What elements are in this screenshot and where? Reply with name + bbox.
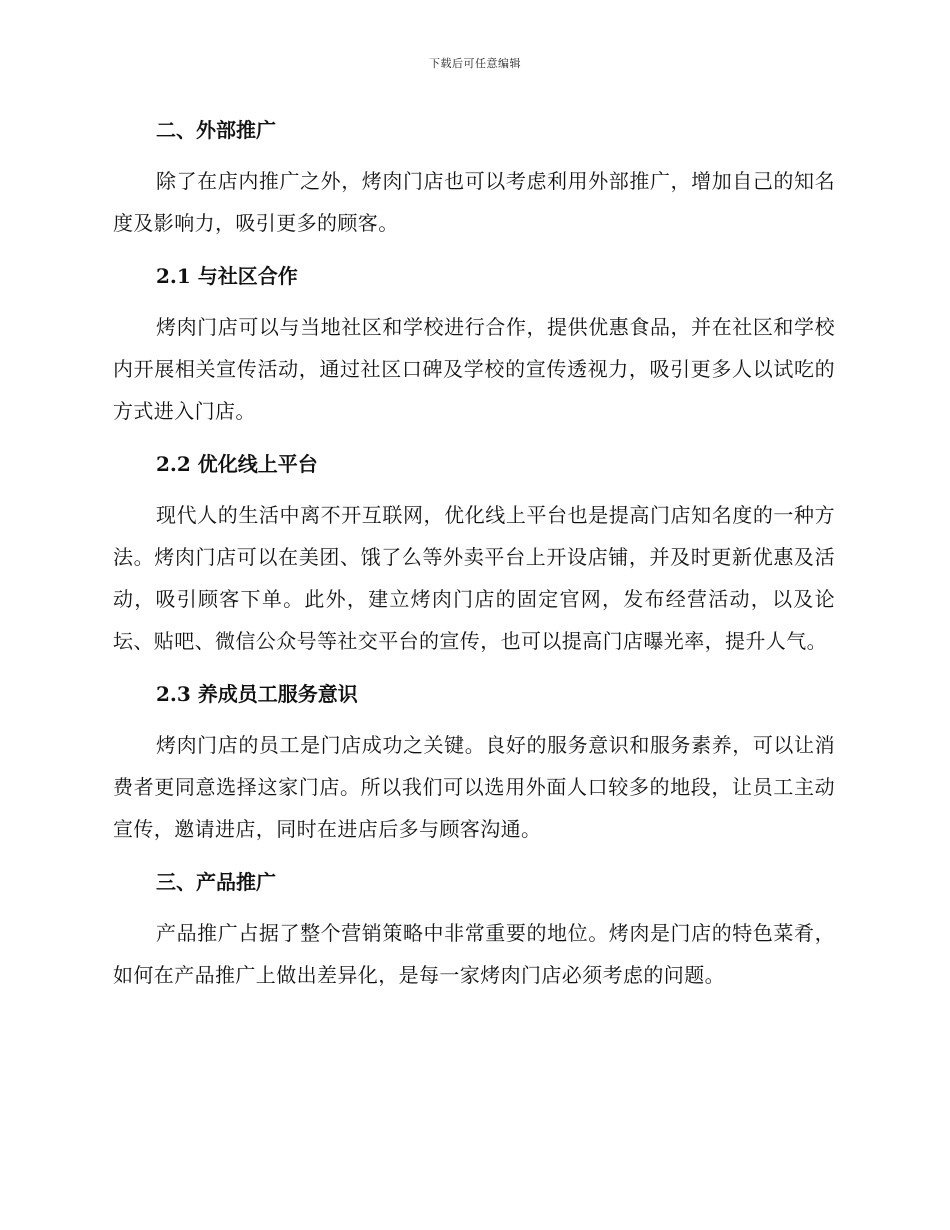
section-2-2-heading: 2.2 优化线上平台 (156, 452, 318, 476)
page-header-note: 下载后可任意编辑 (429, 57, 521, 70)
section-2-intro-paragraph: 除了在店内推广之外，烤肉门店也可以考虑利用外部推广，增加自己的知名度及影响力，吸引更多的顾客。 (113, 169, 835, 235)
section-2-heading: 二、外部推广 (156, 118, 276, 142)
section-3-heading: 三、产品推广 (156, 870, 276, 894)
section-2-1-heading: 2.1 与社区合作 (156, 264, 298, 288)
section-2-3-paragraph: 烤肉门店的员工是门店成功之关键。良好的服务意识和服务素养，可以让消费者更同意选择这家门店。所以我们可以选用外面人口较多的地段，让员工主动宣传，邀请进店，同时在进店后多与顾客沟通。 (113, 733, 835, 841)
section-3-paragraph: 产品推广占据了整个营销策略中非常重要的地位。烤肉是门店的特色菜肴，如何在产品推广上做出差异化，是每一家烤肉门店必须考虑的问题。 (113, 921, 835, 987)
section-2-3-heading: 2.3 养成员工服务意识 (156, 682, 358, 706)
section-2-2-paragraph: 现代人的生活中离不开互联网，优化线上平台也是提高门店知名度的一种方法。烤肉门店可以在美团、饿了么等外卖平台上开设店铺，并及时更新优惠及活动，吸引顾客下单。此外，建立烤肉门店的固定官网，发布经营活动，以及论坛、贴吧、微信公众号等社交平台的宣传，也可以提高门店曝光率，提升人气。 (113, 503, 835, 653)
section-2-1-paragraph: 烤肉门店可以与当地社区和学校进行合作，提供优惠食品，并在社区和学校内开展相关宣传活动，通过社区口碑及学校的宣传透视力，吸引更多人以试吃的方式进入门店。 (113, 315, 835, 423)
document-body (113, 110, 835, 996)
